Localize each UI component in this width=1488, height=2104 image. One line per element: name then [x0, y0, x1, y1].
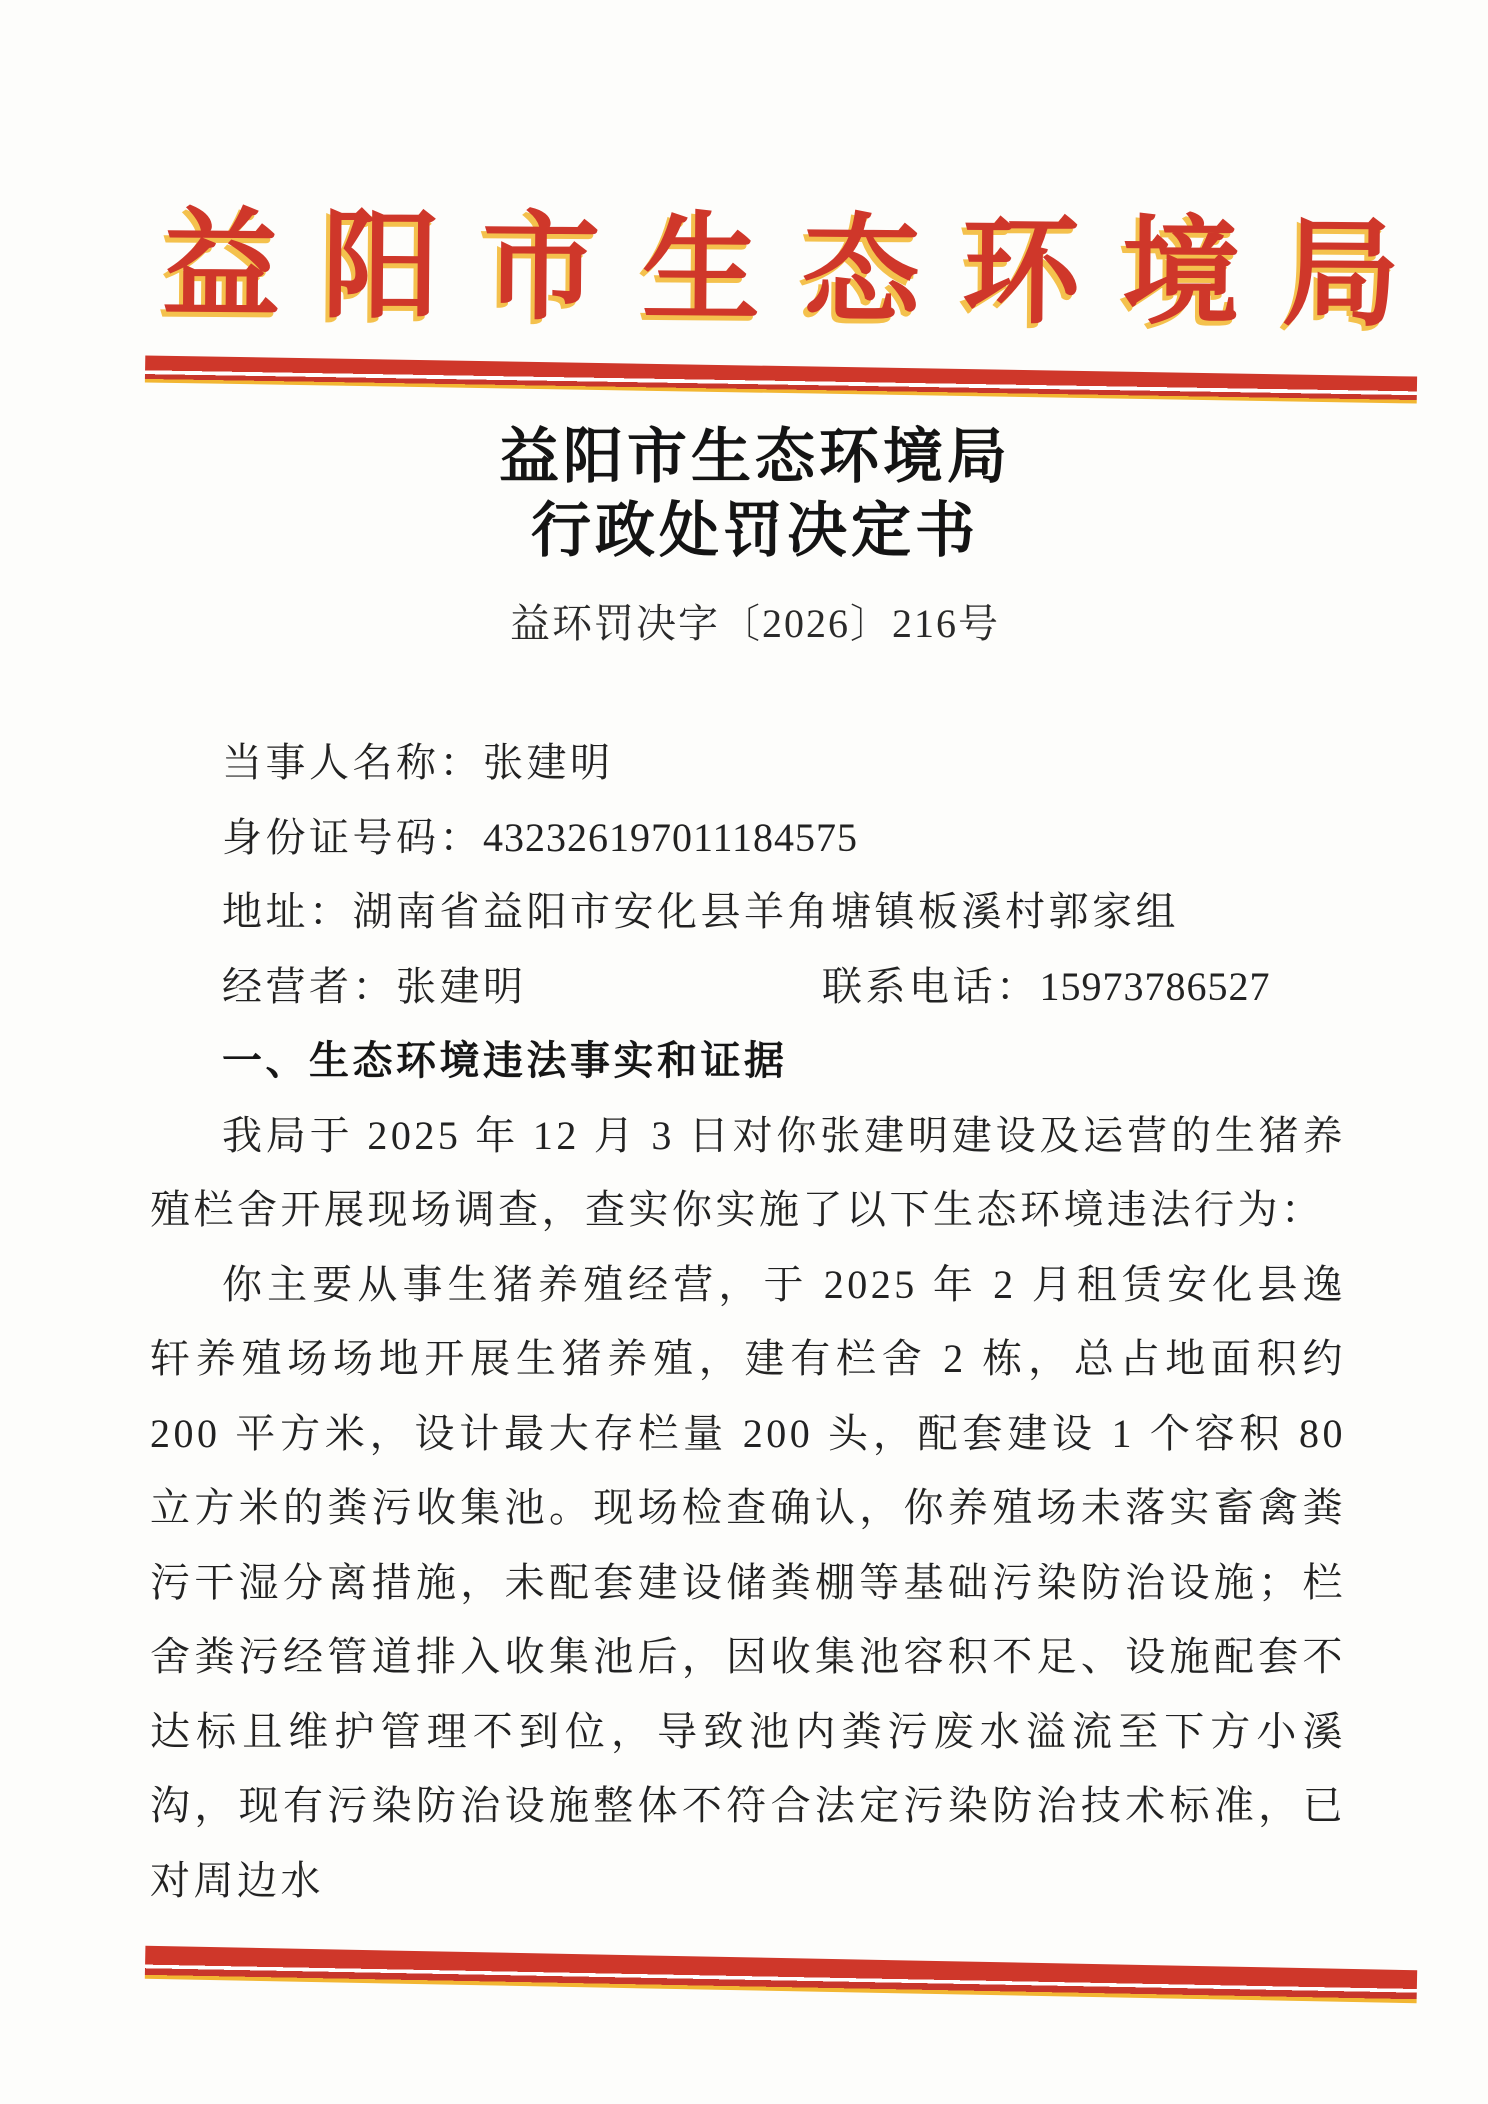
body-paragraph-1: 我局于 2025 年 12 月 3 日对你张建明建设及运营的生猪养殖栏舍开展现场调查，查实你实施了以下生态环境违法行为：	[150, 1112, 1346, 1232]
document-title-line1: 益阳市生态环境局	[499, 424, 1011, 490]
agency-letterhead-title: 益阳市生态环境局	[161, 200, 1443, 342]
letterhead-divider-line	[145, 355, 1417, 403]
document-number: 益环罚决字〔2026〕216号	[510, 601, 1000, 646]
party-name-label: 当事人名称：	[222, 740, 483, 785]
party-operator-value: 张建明	[396, 963, 527, 1009]
party-address-value: 湖南省益阳市安化县羊角塘镇板溪村郭家组	[352, 889, 1179, 934]
party-id-label: 身份证号码：	[222, 814, 483, 860]
party-phone-value: 15973786527	[1039, 963, 1271, 1009]
party-address-line	[150, 875, 1346, 950]
section-1-heading: 一、生态环境违法事实和证据	[222, 1038, 788, 1083]
party-phone-label: 联系电话：	[822, 963, 1040, 1009]
party-operator-line	[150, 950, 1346, 1025]
document-body	[150, 726, 1346, 1918]
party-id-line	[150, 801, 1346, 876]
party-address-label: 地址：	[222, 889, 353, 934]
party-name-value: 张建明	[483, 740, 614, 785]
party-operator-label: 经营者：	[222, 963, 396, 1009]
party-id-value: 432326197011184575	[483, 814, 859, 860]
body-paragraph-2: 你主要从事生猪养殖经营，于 2025 年 2 月租赁安化县逸轩养殖场场地开展生猪养殖，建有栏舍 2 栋，总占地面积约 200 平方米，设计最大存栏量 200 头，配套建设 1 个容积 80 立方米的粪污收集池。现场检查确认，你养殖场未落实畜禽粪污干湿分离措施，未配套建设储粪棚等基础污染防治设施；栏舍粪污经管道排入收集池后，因收集池容积不足、设施配套不达标且维护管理不到位，导致池内粪污废水溢流至下方小溪沟，现有污染防治设施整体不符合法定污染防治技术标准，已对周边水	[150, 1261, 1346, 1903]
footer-divider-line	[145, 1946, 1417, 2003]
document-title-line2: 行政处罚决定书	[531, 498, 979, 564]
party-name-line	[150, 726, 1346, 801]
party-phone-group	[822, 950, 1271, 1025]
